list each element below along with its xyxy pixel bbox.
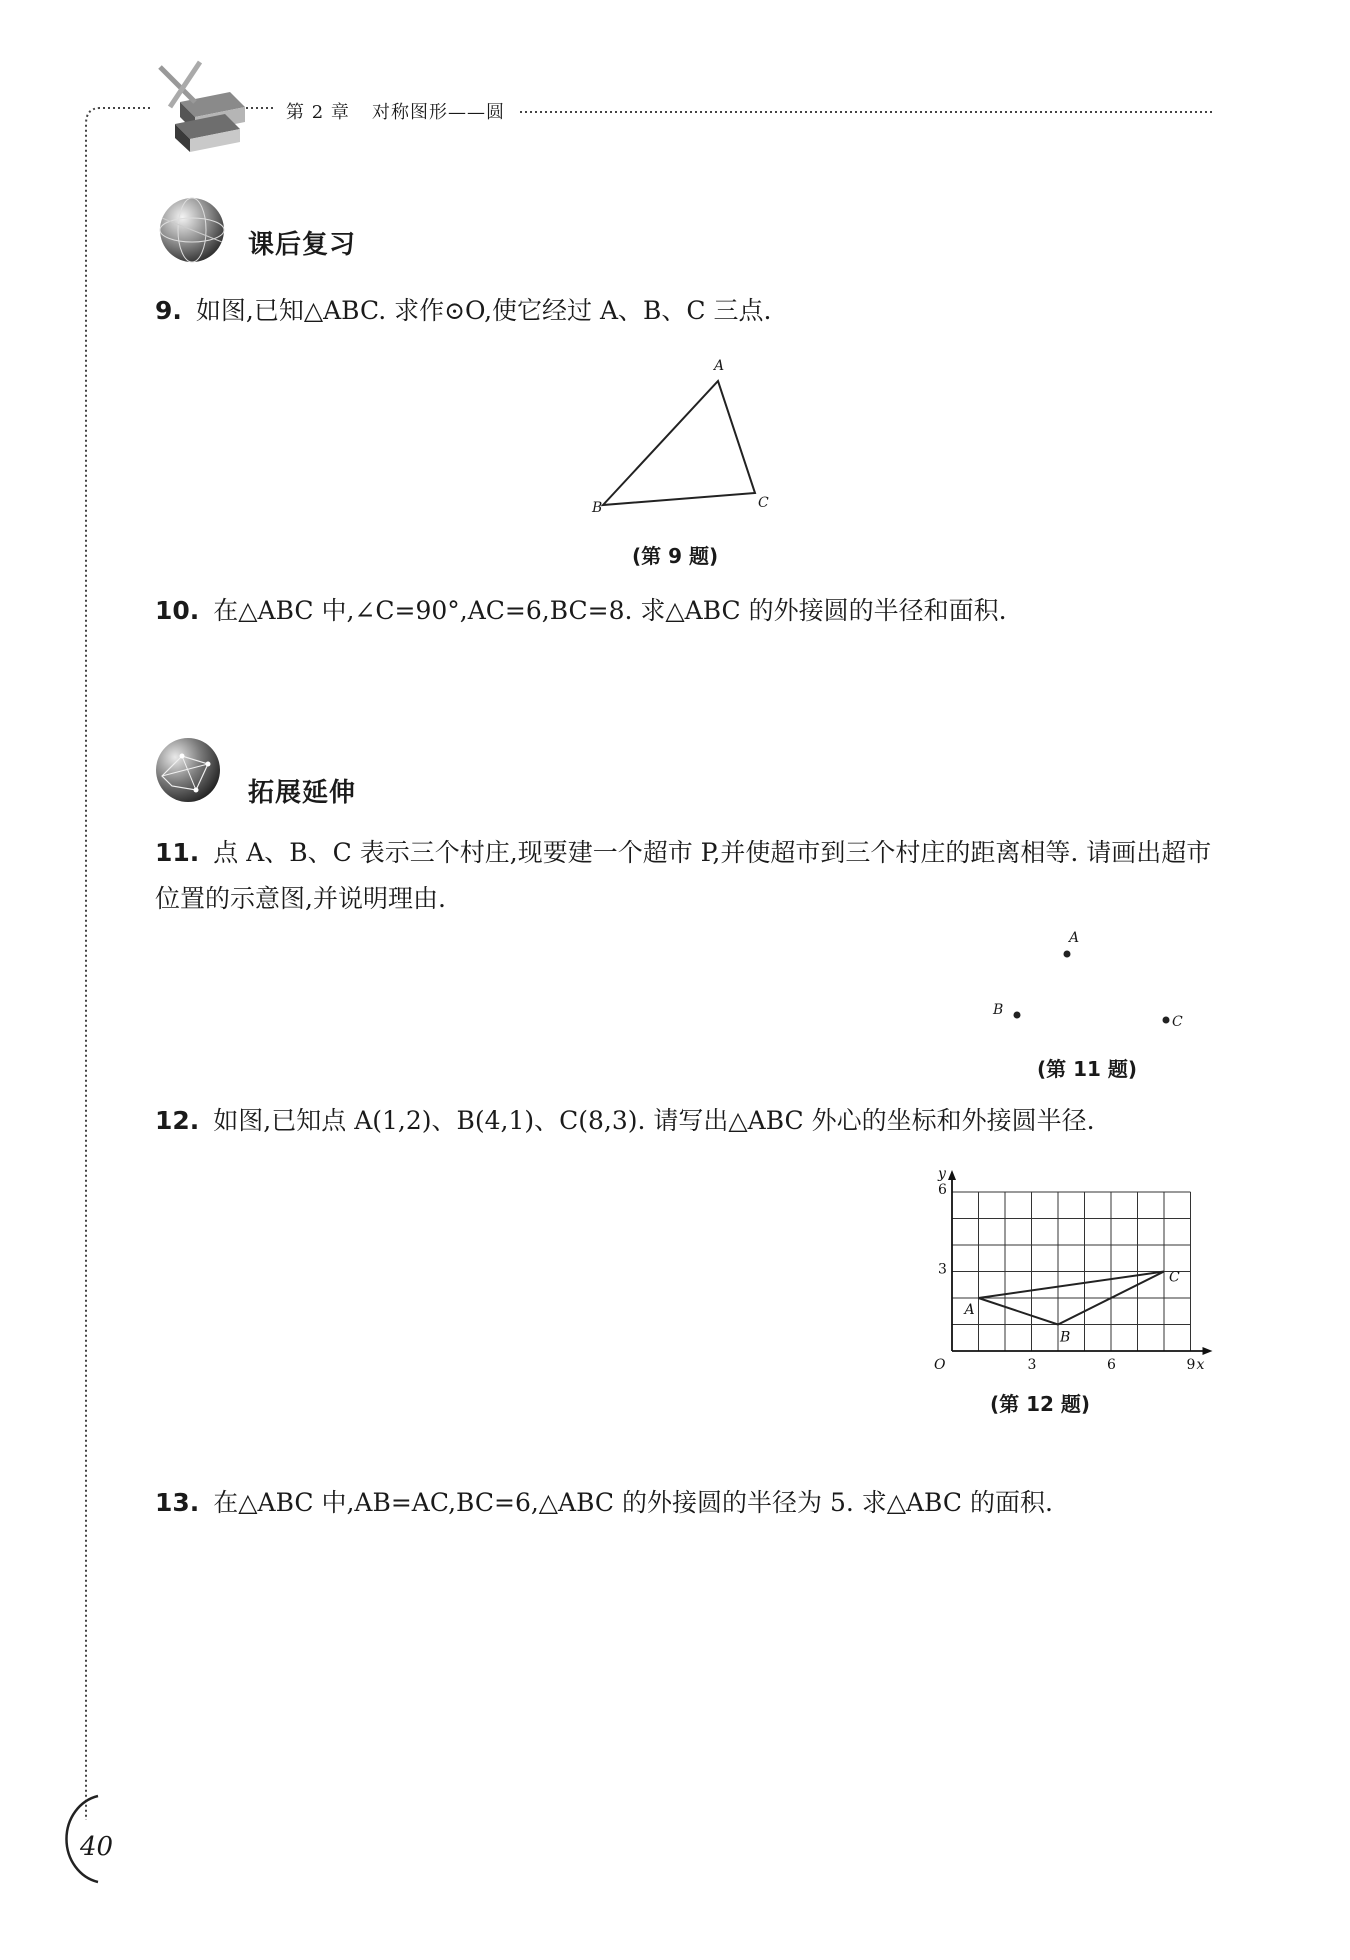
figure-11-points: [980, 920, 1200, 1050]
village-point-c: [1163, 1017, 1170, 1024]
question-text: 如图,已知△ABC. 求作⊙O,使它经过 A、B、C 三点.: [195, 296, 772, 325]
y-tick-label: 3: [938, 1261, 947, 1278]
network-globe-icon: [152, 736, 224, 808]
y-tick-label: 6: [938, 1182, 947, 1198]
question-text: 点 A、B、C 表示三个村庄,现要建一个超市 P,并使超市到三个村庄的距离相等. 请画出超市位置的示意图,并说明理由.: [155, 838, 1212, 913]
fig9-label-b: B: [592, 500, 603, 516]
section-title-review: 课后复习: [248, 230, 357, 260]
question-12: [155, 1098, 1215, 1144]
figure-9-caption: (第 9 题): [632, 544, 719, 568]
figure-12-coordinate-grid: [900, 1150, 1205, 1375]
question-number: 12.: [155, 1106, 200, 1135]
question-9: [155, 288, 1215, 334]
village-point-a: [1064, 951, 1071, 958]
y-axis-arrow-icon: [948, 1170, 956, 1180]
figure-9-triangle: [580, 355, 780, 525]
page-number: 40: [80, 1832, 114, 1862]
x-tick-label: 6: [1107, 1357, 1116, 1373]
question-number: 9.: [155, 296, 182, 325]
x-tick-label: 3: [1027, 1357, 1037, 1373]
question-number: 10.: [155, 596, 200, 625]
fig11-label-c: C: [1172, 1014, 1183, 1030]
globe-icon-extend: [152, 736, 224, 812]
figure-12-caption: (第 12 题): [990, 1392, 1091, 1416]
axes: [948, 1170, 1213, 1355]
figure-11-caption: (第 11 题): [1037, 1057, 1138, 1081]
question-13: [155, 1480, 1215, 1526]
fig9-label-c: C: [758, 495, 769, 511]
fig9-label-a: A: [714, 358, 725, 374]
village-point-b: [1014, 1012, 1021, 1019]
question-text: 如图,已知点 A(1,2)、B(4,1)、C(8,3). 请写出△ABC 外心的坐标和外接圆半径.: [213, 1106, 1095, 1135]
fig11-label-a: A: [1069, 930, 1080, 946]
question-11: [155, 830, 1215, 922]
point-label-a: A: [964, 1302, 975, 1318]
x-axis-label: x: [1196, 1357, 1205, 1373]
fig11-label-b: B: [993, 1002, 1004, 1018]
question-text: 在△ABC 中,AB=AC,BC=6,△ABC 的外接圆的半径为 5. 求△ABC 的面积.: [213, 1488, 1053, 1517]
section-title-extend: 拓展延伸: [248, 778, 357, 808]
question-text: 在△ABC 中,∠C=90°,AC=6,BC=8. 求△ABC 的外接圆的半径和面积.: [213, 596, 1007, 625]
y-axis-label: y: [938, 1166, 946, 1182]
point-label-b: B: [1060, 1329, 1071, 1346]
question-10: [155, 588, 1215, 634]
header-title: 对称图形——圆: [372, 102, 505, 123]
triangle-abc: [603, 381, 755, 505]
question-number: 11.: [155, 838, 200, 867]
globe-icon-review: [156, 196, 228, 272]
globe-icon: [156, 196, 228, 268]
point-label-c: C: [1169, 1269, 1180, 1286]
header-chapter: 第 2 章: [286, 102, 350, 123]
question-number: 13.: [155, 1488, 200, 1517]
x-tick-label: 9: [1186, 1357, 1196, 1373]
origin-label: O: [934, 1357, 946, 1373]
grid-lines: [952, 1192, 1191, 1351]
